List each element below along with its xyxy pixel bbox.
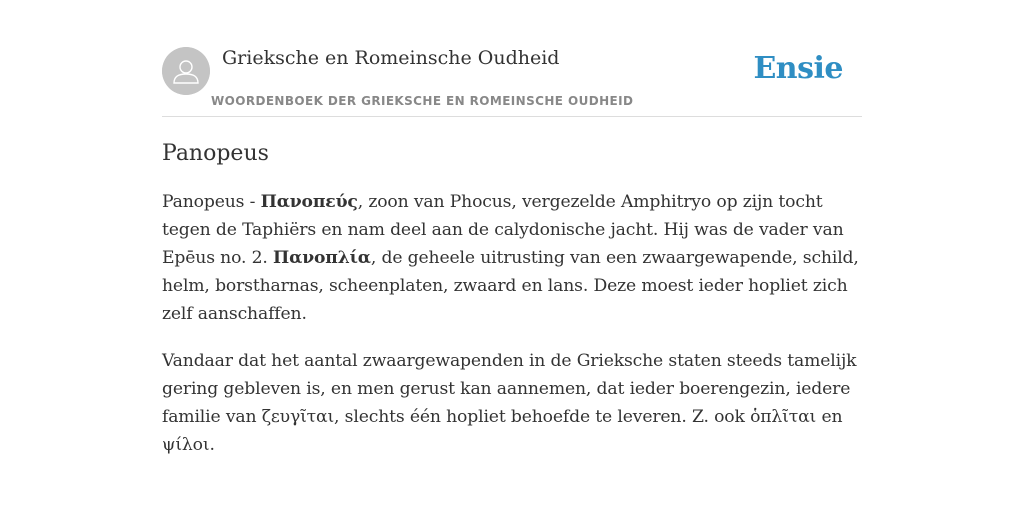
paragraph-2: Vandaar dat het aantal zwaargewapenden in de Grieksche staten steeds tamelijk gering gebleven is, en men gerust kan aannemen, dat ieder boerengezin, iedere familie van ζευγῖται, slechts één hopliet behoefde te leveren. Z. ook ὁπλῖται en ψίλοι. — [162, 351, 857, 455]
text-segment: , de geheele uitrusting van een zwaargewapende, schild, helm, borstharnas, scheenplaten, zwaard en lans. Deze moest ieder hopliet zich zelf aanschaffen. — [162, 248, 859, 324]
site-title[interactable]: Grieksche en Romeinsche Oudheid — [222, 47, 560, 69]
site-header — [162, 40, 862, 117]
greek-term: Πανοπλία — [273, 248, 371, 268]
avatar[interactable] — [162, 47, 210, 95]
text-segment: , zoon van Phocus, vergezelde Amphitryo op zijn tocht tegen de Taphiërs en nam deel aan de calydonische jacht. Hij was de vader van Epēus no. 2. — [162, 192, 844, 268]
user-avatar-icon — [162, 47, 210, 95]
brand-logo[interactable]: Ensie — [753, 51, 843, 86]
article — [162, 138, 864, 478]
greek-term: Πανοπεύς — [260, 192, 358, 212]
text-segment: Panopeus - — [162, 192, 261, 212]
page-title: Panopeus — [162, 141, 269, 166]
site-subtitle: WOORDENBOEK DER GRIEKSCHE EN ROMEINSCHE OUDHEID — [211, 94, 634, 108]
paragraph-1 — [162, 188, 864, 328]
